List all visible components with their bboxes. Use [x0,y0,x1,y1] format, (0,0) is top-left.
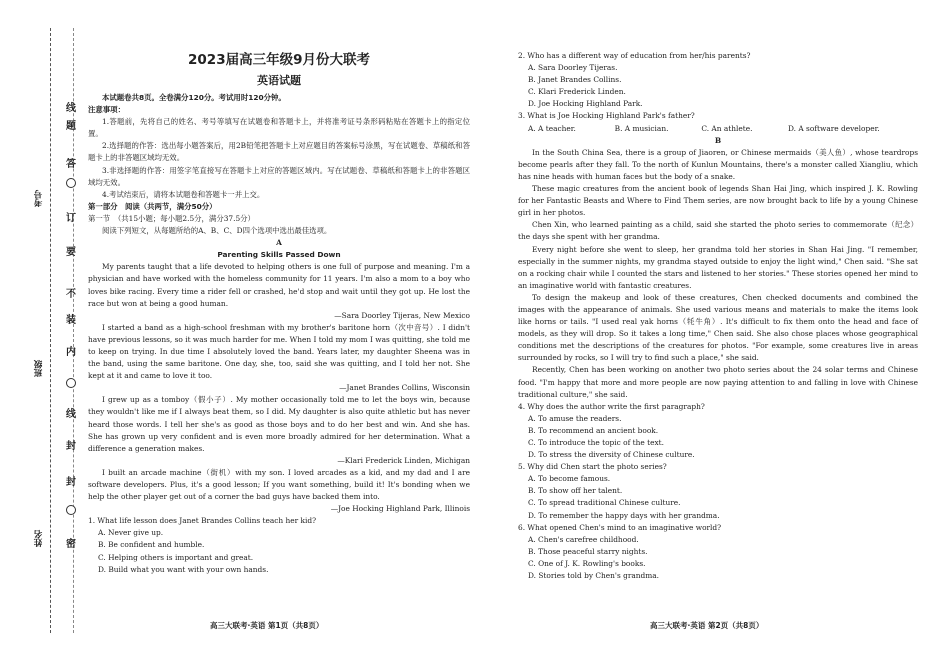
question-option: A. Chen's carefree childhood. [528,534,639,544]
notice-item: 1.答题前，先将自己的姓名、考号等填写在试题卷和答题卡上，并将准考证号条形码粘贴在答题卡上的指定位置。 [88,117,470,139]
binding-circle [66,378,76,388]
class-label: 班级 [34,360,44,377]
question-option: A. Never give up. [98,528,164,538]
question-option: B. Janet Brandes Collins. [528,75,622,85]
question-option: D. A software developer. [788,123,880,133]
question-option: C. To spread traditional Chinese culture. [528,498,681,508]
question-stem: 3. What is Joe Hocking Highland Park's father? [518,111,695,121]
left-column [88,92,470,576]
binding-circle [66,178,76,188]
passage-title: Parenting Skills Passed Down [217,250,341,260]
binding-circle [66,505,76,515]
question-options-row [528,123,918,135]
right-column [518,50,918,582]
question-option: A. To become famous. [528,474,611,484]
passage-paragraph: These magic creatures from the ancient book of legends Shan Hai Jing, which inspired J. K. Rowling for her Fantastic Beasts and Where to Find Them series, are now brought back to life by a young Chinese girl in her photos. [518,184,918,218]
part-heading: 第一部分 阅读（共两节，满分50分） [88,201,217,211]
passage-letter: A [276,238,282,248]
passage-signature: —Joe Hocking Highland Park, Illinois [330,504,470,514]
binding-char: 封 [66,441,76,452]
passage-paragraph: I grew up as a tomboy（假小子）. My mother occasionally told me to let the boys win, because they wouldn't like me if I always beat them, so I did. My daughter is also quite athletic but has never heard those words. I tell her she's as good as those boys and to do her best and win. And she has. She has grown up very confident and is even more broadly admired for her determination. What a difference a generation makes. [88,395,470,453]
binding-char: 不 [66,289,76,300]
notice-item: 2.选择题的作答：选出每小题答案后，用2B铅笔把答题卡上对应题目的答案标号涂黑，写在试题卷、草稿纸和答题卡上的非答题区域均无效。 [88,141,470,163]
section-heading: 第一节 （共15小题；每小题2.5分，满分37.5分） [88,213,255,223]
binding-char: 题 [66,121,76,132]
name-label: 姓名 [34,530,44,547]
question-stem: 5. Why did Chen start the photo series? [518,462,667,472]
passage-paragraph: I started a band as a high-school freshman with my brother's baritone horn（次中音号）. I didn't have previous lessons, so it was much harder for me. When I told my mom I was quitting, she told me to keep on trying. In due time I absolutely loved the band. Years later, my daughter Sheena was in the band, using the same baritone. One day, she, too, said she was quitting, and I told her not. She kept at it and came to love it too. [88,322,470,381]
passage-paragraph: In the South China Sea, there is a group of Jiaoren, or Chinese mermaids（美人鱼）, whose teardrops become pearls after they fall. To the north of Kunlun Mountains, there's a monster called Xiangliu, which has nine heads with human faces but the body of a snake. [518,147,918,181]
question-option: B. To show off her talent. [528,486,623,496]
binding-char: 线 [66,409,76,420]
passage-paragraph: Recently, Chen has been working on another two photo series about the 24 solar terms and Chinese food. "I'm happy that more and more people are now paying attention to and falling in love with Chinese traditional culture," she said. [518,365,918,399]
question-option: B. To recommend an ancient book. [528,425,659,435]
question-option: D. To remember the happy days with her grandma. [528,510,720,520]
question-option: D. Build what you want with your own hands. [98,564,269,574]
question-option: A. A teacher. [528,123,576,133]
passage-signature: —Janet Brandes Collins, Wisconsin [339,383,470,393]
passage-signature: —Sara Doorley Tijeras, New Mexico [334,310,470,320]
binding-char: 密 [66,539,76,550]
question-option: D. Joe Hocking Highland Park. [528,99,643,109]
passage-signature: —Klari Frederick Linden, Michigan [337,455,470,465]
passage-paragraph: Chen Xin, who learned painting as a child, said she started the photo series to commemorate（纪念）the days she spent with her grandma. [518,220,918,242]
passage-paragraph: I built an arcade machine（街机）with my son. I loved arcades as a kid, and my dad and I are software developers. Plus, it's a good lesson; If you want something, build it! It's bonding when we help the other player get out of a corner the bad guys have backed them into. [88,467,470,502]
notice-item: 4.考试结束后，请将本试题卷和答题卡一并上交。 [102,189,265,199]
question-option: D. Stories told by Chen's grandma. [528,571,660,581]
exam-subtitle: 英语试题 [257,74,301,87]
binding-char: 答 [66,159,76,170]
question-stem: 1. What life lesson does Janet Brandes Collins teach her kid? [88,516,317,526]
question-option: B. A musician. [614,123,669,133]
binding-char: 装 [66,315,76,326]
question-option: A. Sara Doorley Tijeras. [528,63,618,73]
question-stem: 2. Who has a different way of education from her/his parents? [518,51,751,60]
question-option: A. To amuse the readers. [528,413,622,423]
binding-char: 线 [66,103,76,114]
question-option: C. An athlete. [701,123,753,133]
question-option: C. To introduce the topic of the text. [528,438,664,447]
notice-item: 3.非选择题的作答：用签字笔直接写在答题卡上对应的答题区域内。写在试题卷、草稿纸和答题卡上的非答题区域均无效。 [88,165,470,187]
question-option: D. To stress the diversity of Chinese culture. [528,450,695,460]
passage-paragraph: Every night before she went to sleep, her grandma told her stories in Shan Hai Jing. "I remember, especially in the summer nights, my grandma stayed outside to enjoy the light wind," Chen said. "She sat on a rocking chair while I counted the stars and listened to her stories." These stories opened her mind to an imaginative world with fantastic creatures. [518,244,918,290]
binding-char: 要 [66,247,76,258]
passage-letter: B [714,135,722,145]
instruction: 阅读下列短文，从每题所给的A、B、C、D四个选项中选出最佳选项。 [102,226,332,236]
binding-char: 订 [66,213,76,224]
exam-number-label: 考号 [34,190,44,207]
exam-title: 2023届高三年级9月份大联考 [188,52,370,68]
binding-char: 封 [66,477,76,488]
question-option: B. Those peaceful starry nights. [528,546,648,556]
binding-margin [0,0,88,659]
question-stem: 4. Why does the author write the first paragraph? [518,401,705,411]
page-footer-right: 高三大联考·英语 第2页（共8页） [650,621,764,630]
page-footer-left: 高三大联考·英语 第1页（共8页） [210,621,324,630]
question-option: C. One of J. K. Rowling's books. [528,558,646,568]
question-option: C. Klari Frederick Linden. [528,87,626,97]
question-stem: 6. What opened Chen's mind to an imaginative world? [518,522,722,532]
question-option: C. Helping others is important and great. [98,552,254,562]
binding-dashed-line [50,28,51,633]
notice-title: 注意事项： [88,105,125,115]
passage-paragraph: My parents taught that a life devoted to helping others is one full of purpose and meaning. I'm a physician and have worked with the homeless community for 11 years. I'm also a mom to a boy who loves bike racing. Every time a rider fell or crashed, he'd stop and wait until they got up. He lost the race but won at being a good human. [88,262,470,308]
question-option: B. Be confident and humble. [98,540,205,550]
binding-char: 内 [66,347,76,358]
passage-paragraph: To design the makeup and look of these creatures, Chen checked documents and combined the images with the appearance of animals. She used various means and materials to make the items look like horns or tails. "I used real yak horns（牦牛角）. It's difficult to fix them onto the head and face of models, as they will drop. So it takes a long time," Chen said. She also chose places whose geographical conditions met the descriptions of the creatures for photos. "For example, some creatures live in areas surrounded by rocks, so I will try to find such a place," she said. [518,292,918,363]
exam-info: 本试题卷共8页。全卷满分120分。考试用时120分钟。 [102,93,286,102]
